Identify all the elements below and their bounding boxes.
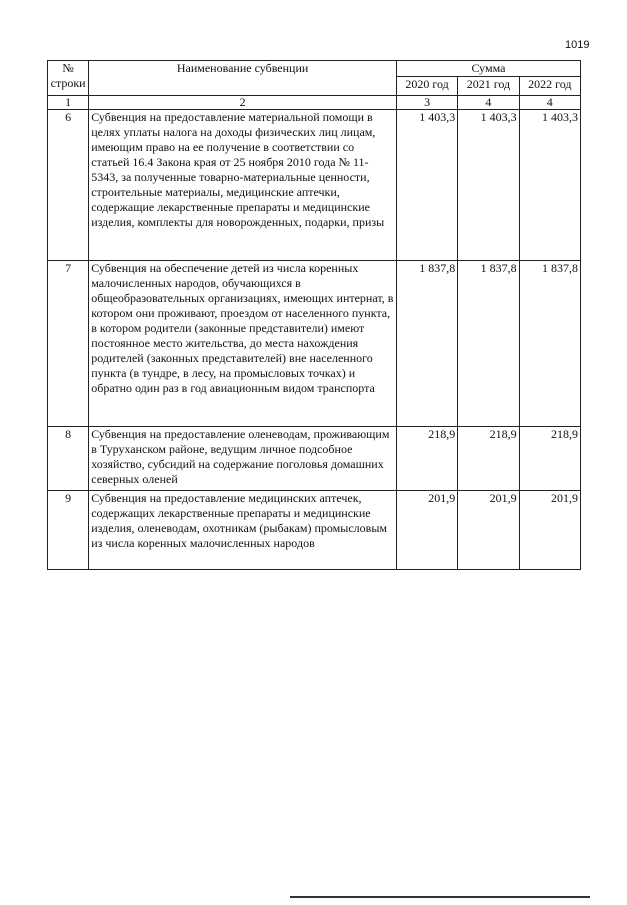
amount-2022: 1 403,3 <box>519 110 580 261</box>
row-number: 7 <box>48 261 89 427</box>
amount-2021: 201,9 <box>458 491 519 570</box>
amount-2022: 201,9 <box>519 491 580 570</box>
table-header <box>48 61 581 110</box>
amount-2021: 1 403,3 <box>458 110 519 261</box>
header-row-number: № строки <box>48 61 89 96</box>
amount-2020: 1 837,8 <box>396 261 457 427</box>
subsidy-name: Субвенция на предоставление оленеводам, проживающим в Туруханском районе, ведущим личное подсобное хозяйство, субсидий на содержание поголовья домашних северных оленей <box>89 427 397 491</box>
row-number: 9 <box>48 491 89 570</box>
header-year-2021: 2021 год <box>458 77 519 96</box>
header-year-2022: 2022 год <box>519 77 580 96</box>
amount-2020: 1 403,3 <box>396 110 457 261</box>
amount-2020: 201,9 <box>396 491 457 570</box>
column-index: 4 <box>519 96 580 110</box>
column-index: 3 <box>396 96 457 110</box>
subsidy-name: Субвенция на предоставление материальной помощи в целях уплаты налога на доходы физических лиц лицам, имеющим право на ее получение в соответствии со статьей 16.4 Закона края от 25 ноября 2010 года № 11-5343, за полученные товарно-материальные ценности, строительные материалы, медицинские аптечки, содержащие лекарственные препараты и медицинские изделия, комплекты для новорожденных, подарки, призы <box>89 110 397 261</box>
page-number: 1019 <box>565 39 590 51</box>
header-sum: Сумма <box>396 61 580 77</box>
amount-2021: 218,9 <box>458 427 519 491</box>
subsidy-name: Субвенция на предоставление медицинских аптечек, содержащих лекарственные препараты и медицинские изделия, оленеводам, охотникам (рыбакам) промысловым из числа коренных малочисленных народов <box>89 491 397 570</box>
table-row <box>48 491 581 570</box>
column-index-row <box>48 96 581 110</box>
header-year-2020: 2020 год <box>396 77 457 96</box>
row-number: 8 <box>48 427 89 491</box>
column-index: 4 <box>458 96 519 110</box>
amount-2020: 218,9 <box>396 427 457 491</box>
amount-2022: 1 837,8 <box>519 261 580 427</box>
table-row <box>48 110 581 261</box>
table-row <box>48 261 581 427</box>
column-index: 1 <box>48 96 89 110</box>
header-subsidy-name: Наименование субвенции <box>89 61 397 96</box>
subsidy-name: Субвенция на обеспечение детей из числа коренных малочисленных народов, обучающихся в общеобразовательных организациях, имеющих интернат, в котором они проживают, проездом от населенного пункта, в котором родители (законные представители) имеют постоянное место жительства, до места нахождения родителей (законных представителей) вне населенного пункта (в тундре, в лесу, на промысловых точках) и обратно один раз в год авиационным видом транспорта <box>89 261 397 427</box>
row-number: 6 <box>48 110 89 261</box>
column-index: 2 <box>89 96 397 110</box>
amount-2022: 218,9 <box>519 427 580 491</box>
amount-2021: 1 837,8 <box>458 261 519 427</box>
table-row <box>48 427 581 491</box>
subsidies-table <box>47 60 581 570</box>
footer-divider <box>290 896 590 898</box>
